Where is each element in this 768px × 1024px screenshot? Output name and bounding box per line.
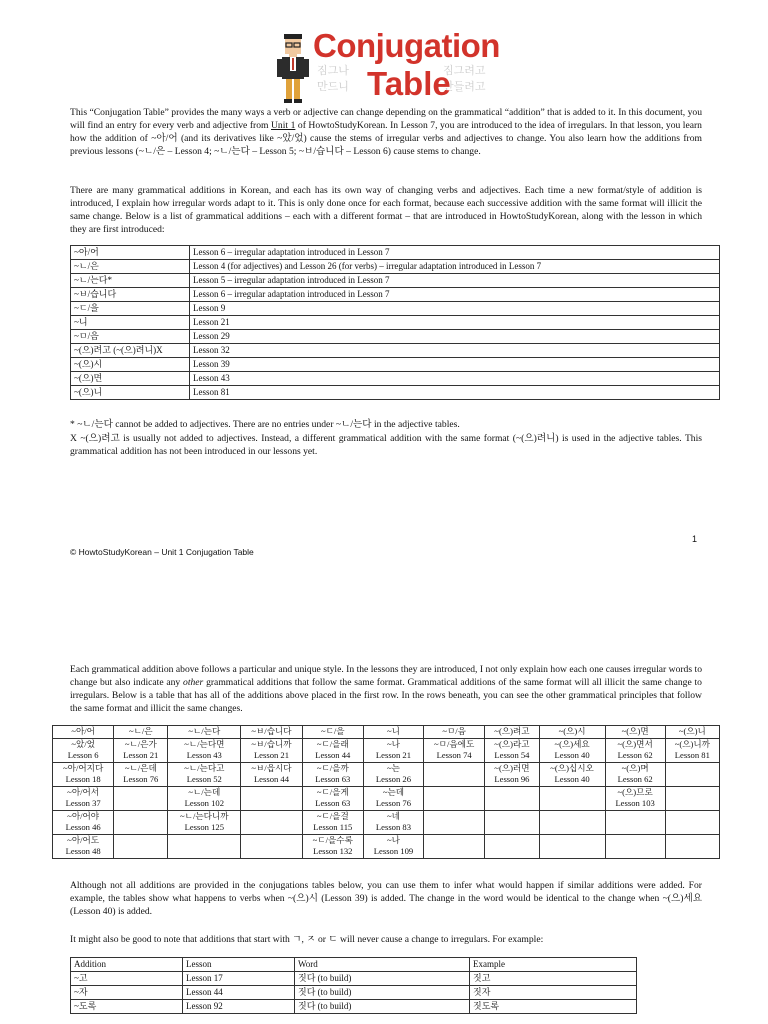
lesson-text: Lesson 21 — [253, 750, 290, 760]
table-cell: 짓다 (to build) — [295, 972, 470, 986]
addition-text: ~았/었 — [71, 738, 95, 749]
table-cell — [485, 810, 539, 834]
table-cell — [424, 762, 485, 786]
table-cell — [605, 786, 665, 810]
table-cell — [665, 738, 719, 762]
format-table — [52, 725, 720, 859]
lesson-text — [242, 798, 300, 810]
addition-cell: ~ㄴ/은 — [71, 260, 190, 274]
lesson-text: Lesson 26 — [375, 774, 412, 784]
addition-text: ~ㄴ/는다니까 — [180, 810, 229, 821]
addition-text: ~(으)니까 — [674, 738, 710, 749]
lesson-text — [667, 822, 718, 834]
table-cell: Lesson 92 — [183, 1000, 295, 1014]
lesson-cell: Lesson 32 — [190, 344, 720, 358]
table-cell — [53, 786, 114, 810]
addition-text — [486, 787, 537, 799]
addition-cell: ~ㅂ/습니다 — [71, 288, 190, 302]
table-row — [71, 972, 637, 986]
addition-text — [607, 811, 664, 823]
table-cell — [114, 834, 168, 858]
column-header: ~ㄴ/는다 — [168, 726, 241, 739]
table-cell — [241, 786, 302, 810]
addition-text: ~는 — [387, 762, 400, 773]
addition-text: ~(으)러면 — [494, 762, 530, 773]
addition-text — [667, 835, 718, 847]
table-row — [71, 302, 720, 316]
addition-text — [425, 763, 483, 775]
ghost-text: 짐그려고 — [443, 64, 486, 77]
table-cell — [363, 786, 423, 810]
table-cell — [241, 762, 302, 786]
section3-paragraph: Although not all additions are provided in the conjugations tables below, you can use them to infer what would happen if similar additions were added. For example, the tables show what happens to verbs when ~(으)시 (Lesson 39) is added. The change in the word would be identical to the change when ~(으)세요 (Lesson 40) is added. — [70, 880, 702, 917]
column-header: ~(으)려고 — [485, 726, 539, 739]
ghost-text: 만들려고 — [443, 80, 486, 93]
table-cell — [302, 810, 363, 834]
lesson-text: Lesson 21 — [123, 750, 159, 760]
column-header: ~아/어 — [53, 726, 114, 739]
table-cell — [665, 834, 719, 858]
lesson-cell: Lesson 6 – irregular adaptation introduced in Lesson 7 — [190, 246, 720, 260]
lesson-text: Lesson 44 — [315, 750, 351, 760]
addition-text — [486, 811, 537, 823]
table-cell — [114, 786, 168, 810]
ghost-text: 만드니 — [317, 80, 349, 93]
addition-text — [169, 835, 239, 847]
addition-text: ~나 — [387, 738, 400, 749]
lesson-text — [541, 846, 604, 858]
intro-paragraph-2: There are many grammatical additions in Korean, and each has its own way of changing verbs and adjectives. Each time a new format/style of addition is introduced, I explain how irregular words adapt to it. This is only done once for each format, because each successive addition with the same format will illicit the same change. Below is a list of grammatical additions – each with a different format – that are introduced in HowtoStudyKorean, along with the lesson in which they are first introduced: — [70, 185, 702, 235]
addition-text: ~(으)면서 — [617, 738, 653, 749]
table-cell — [241, 834, 302, 858]
addition-text: ~ㄴ/는다면 — [184, 738, 225, 749]
addition-cell: ~(으)니 — [71, 386, 190, 400]
addition-cell: ~ㄷ/을 — [71, 302, 190, 316]
table-cell — [363, 834, 423, 858]
table-row — [71, 1000, 637, 1014]
lesson-text: Lesson 76 — [123, 774, 159, 784]
table-cell — [114, 810, 168, 834]
table-row — [53, 786, 720, 810]
table-cell: 짓다 (to build) — [295, 1000, 470, 1014]
lesson-text — [607, 822, 664, 834]
lesson-text — [169, 846, 239, 858]
lesson-text: Lesson 18 — [65, 774, 101, 784]
logo — [275, 26, 510, 104]
addition-text: ~나 — [387, 834, 400, 845]
addition-text — [667, 763, 718, 775]
lesson-text: Lesson 76 — [375, 798, 412, 808]
table-cell — [485, 786, 539, 810]
lesson-text — [115, 798, 166, 810]
addition-text: ~ㅂ/읍시다 — [251, 762, 292, 773]
lesson-cell: Lesson 39 — [190, 358, 720, 372]
lesson-text — [486, 846, 537, 858]
table-cell — [302, 762, 363, 786]
addition-text — [667, 811, 718, 823]
addition-text: ~ㄷ/을래 — [316, 738, 349, 749]
lesson-text — [667, 774, 718, 786]
addition-text — [115, 811, 166, 823]
table-cell: 짓자 — [470, 986, 637, 1000]
table-cell: ~도록 — [71, 1000, 183, 1014]
table-cell — [424, 810, 485, 834]
additions-table — [70, 245, 720, 400]
lesson-text: Lesson 62 — [617, 774, 653, 784]
lesson-text — [425, 774, 483, 786]
lesson-text: Lesson 132 — [313, 846, 353, 856]
table-cell — [302, 786, 363, 810]
lesson-cell: Lesson 4 (for adjectives) and Lesson 26 (for verbs) – irregular adaptation introduced in Lesson 7 — [190, 260, 720, 274]
table-cell — [605, 738, 665, 762]
table-cell — [168, 762, 241, 786]
lesson-text — [115, 822, 166, 834]
lesson-text — [667, 798, 718, 810]
lesson-text: Lesson 40 — [554, 774, 590, 784]
table-cell — [363, 810, 423, 834]
addition-cell: ~니 — [71, 316, 190, 330]
lesson-cell: Lesson 5 – irregular adaptation introduced in Lesson 7 — [190, 274, 720, 288]
table-cell: Lesson 17 — [183, 972, 295, 986]
table-cell — [539, 762, 605, 786]
lesson-text: Lesson 103 — [615, 798, 655, 808]
table-cell — [53, 834, 114, 858]
table-row — [71, 386, 720, 400]
addition-cell: ~ㅁ/음 — [71, 330, 190, 344]
table-row — [53, 834, 720, 858]
lesson-text: Lesson 6 — [67, 750, 99, 760]
addition-text: ~아/어야 — [67, 810, 100, 821]
table-cell — [168, 834, 241, 858]
column-header: ~ㄷ/을 — [302, 726, 363, 739]
column-header: ~(으)면 — [605, 726, 665, 739]
lesson-text — [541, 798, 604, 810]
lesson-text: Lesson 44 — [253, 774, 290, 784]
column-header: ~(으)니 — [665, 726, 719, 739]
addition-cell: ~아/어 — [71, 246, 190, 260]
table-cell — [53, 810, 114, 834]
table-cell — [168, 738, 241, 762]
table-row — [71, 372, 720, 386]
lesson-text — [486, 822, 537, 834]
table-cell: 짓다 (to build) — [295, 986, 470, 1000]
addition-text: ~ㄷ/을게 — [316, 786, 349, 797]
addition-text: ~아/어서 — [67, 786, 100, 797]
table-cell — [168, 786, 241, 810]
table-row — [71, 358, 720, 372]
lesson-text — [242, 846, 300, 858]
column-header: Example — [470, 958, 637, 972]
table-cell — [114, 738, 168, 762]
table-cell: 짓고 — [470, 972, 637, 986]
table-cell — [485, 834, 539, 858]
addition-text: ~아/어지다 — [63, 762, 104, 773]
addition-text: ~ㄴ/는다고 — [184, 762, 225, 773]
lesson-text — [242, 822, 300, 834]
lesson-cell: Lesson 6 – irregular adaptation introduced in Lesson 7 — [190, 288, 720, 302]
lesson-text: Lesson 125 — [184, 822, 224, 832]
addition-text — [607, 835, 664, 847]
column-header: ~ㅂ/습니다 — [241, 726, 302, 739]
column-header: Word — [295, 958, 470, 972]
lesson-text — [425, 798, 483, 810]
lesson-text: Lesson 81 — [674, 750, 710, 760]
table-cell — [539, 810, 605, 834]
note-2: X ~(으)려고 is usually not added to adjectives. Instead, a different grammatical addition with the same format (~(으)려니) is used in the adjective tables. This grammatical addition has not been introduced in our lessons yet. — [70, 433, 702, 457]
intro-paragraph: This “Conjugation Table” provides the many ways a verb or adjective can change depending on the grammatical “addition” that is added to it. In this document, you will find an entry for every verb and adjective from Unit 1 of HowtoStudyKorean. In Lesson 7, you are introduced to the idea of irregulars. In that lesson, you learn how the addition of ~아/어 (and its derivatives like ~았/었) cause the stems of irregular verbs and adjectives to change. You also learn how the additions from previous lessons (~ㄴ/은 – Lesson 4; ~ㄴ/는다 – Lesson 5; ~ㅂ/습니다 – Lesson 6) cause stems to change. — [70, 107, 702, 157]
table-cell — [539, 738, 605, 762]
lesson-cell: Lesson 43 — [190, 372, 720, 386]
lesson-text — [607, 846, 664, 858]
table-cell — [605, 834, 665, 858]
table-cell — [539, 834, 605, 858]
table-row — [71, 344, 720, 358]
addition-text: ~(으)십시오 — [550, 762, 594, 773]
table-row — [71, 986, 637, 1000]
table-cell — [53, 762, 114, 786]
addition-text: ~ㅂ/습니까 — [251, 738, 292, 749]
lesson-text: Lesson 37 — [65, 798, 101, 808]
column-header: ~ㄴ/은 — [114, 726, 168, 739]
table-row — [71, 274, 720, 288]
lesson-text: Lesson 52 — [186, 774, 222, 784]
addition-text: ~ㄷ/을걸 — [316, 810, 349, 821]
addition-text: ~(으)세요 — [554, 738, 590, 749]
lesson-text: Lesson 115 — [313, 822, 353, 832]
addition-text — [541, 811, 604, 823]
addition-text: ~ㄷ/을까 — [316, 762, 349, 773]
addition-text: ~ㅁ/음에도 — [434, 738, 475, 749]
lesson-cell: Lesson 81 — [190, 386, 720, 400]
table-row — [53, 738, 720, 762]
lesson-text: Lesson 102 — [184, 798, 224, 808]
page-number: 1 — [692, 534, 698, 544]
table-row — [71, 288, 720, 302]
table-cell — [665, 786, 719, 810]
table-cell — [424, 786, 485, 810]
addition-text: ~(으)므로 — [617, 786, 653, 797]
addition-text: ~는데 — [382, 786, 405, 797]
table-cell — [241, 810, 302, 834]
table-cell — [485, 762, 539, 786]
addition-text: ~ㄴ/은가 — [124, 738, 157, 749]
table-cell — [302, 834, 363, 858]
addition-text — [541, 835, 604, 847]
addition-text — [667, 787, 718, 799]
addition-text: ~ㄴ/는데 — [188, 786, 221, 797]
lesson-text: Lesson 21 — [375, 750, 412, 760]
lesson-text — [115, 846, 166, 858]
addition-text: ~ㄴ/은데 — [124, 762, 157, 773]
addition-text — [242, 811, 300, 823]
lesson-text: Lesson 63 — [315, 798, 351, 808]
table-row — [71, 260, 720, 274]
lesson-cell: Lesson 9 — [190, 302, 720, 316]
table-cell — [605, 762, 665, 786]
ghost-text: 짐그나 — [317, 64, 349, 77]
lesson-text: Lesson 43 — [186, 750, 222, 760]
table-cell — [665, 810, 719, 834]
lesson-text — [486, 798, 537, 810]
lesson-text — [667, 846, 718, 858]
table-cell — [539, 786, 605, 810]
lesson-text — [425, 822, 483, 834]
lesson-text: Lesson 63 — [315, 774, 351, 784]
table-cell — [665, 762, 719, 786]
lesson-cell: Lesson 21 — [190, 316, 720, 330]
addition-text — [115, 787, 166, 799]
table-row — [71, 330, 720, 344]
table-row — [53, 762, 720, 786]
addition-text: ~네 — [387, 810, 400, 821]
unit-link[interactable]: Unit 1 — [271, 120, 296, 131]
column-header: ~ㅁ/음 — [424, 726, 485, 739]
table-cell — [302, 738, 363, 762]
addition-cell: ~ㄴ/는다* — [71, 274, 190, 288]
note-1: * ~ㄴ/는다 cannot be added to adjectives. There are no entries under ~ㄴ/는다 in the adjective tables. — [70, 419, 460, 430]
table-row — [71, 316, 720, 330]
table-cell — [114, 762, 168, 786]
column-header: Lesson — [183, 958, 295, 972]
addition-text — [541, 787, 604, 799]
footer: © HowtoStudyKorean – Unit 1 Conjugation Table — [70, 547, 254, 557]
table-cell: 짓도록 — [470, 1000, 637, 1014]
column-header: Addition — [71, 958, 183, 972]
example-table — [70, 957, 637, 1014]
addition-text — [425, 811, 483, 823]
lesson-text: Lesson 96 — [494, 774, 530, 784]
table-cell — [485, 738, 539, 762]
lesson-text: Lesson 40 — [554, 750, 590, 760]
table-cell — [53, 738, 114, 762]
addition-cell: ~(으)려고 (~(으)려니)X — [71, 344, 190, 358]
lesson-text — [541, 822, 604, 834]
table-cell — [363, 762, 423, 786]
addition-text — [425, 787, 483, 799]
addition-text — [242, 835, 300, 847]
column-header: ~니 — [363, 726, 423, 739]
addition-text: ~(으)며 — [621, 762, 649, 773]
lesson-text: Lesson 83 — [375, 822, 412, 832]
table-cell — [241, 738, 302, 762]
logo-title: Conjugation — [313, 27, 500, 64]
lesson-text: Lesson 46 — [65, 822, 101, 832]
addition-text — [115, 835, 166, 847]
addition-text: ~ㄷ/을수록 — [312, 834, 353, 845]
lesson-cell: Lesson 29 — [190, 330, 720, 344]
table-cell — [363, 738, 423, 762]
addition-text — [425, 835, 483, 847]
addition-text: ~(으)라고 — [494, 738, 530, 749]
addition-text — [486, 835, 537, 847]
table-cell — [168, 810, 241, 834]
addition-cell: ~(으)시 — [71, 358, 190, 372]
addition-cell: ~(으)면 — [71, 372, 190, 386]
lesson-text: Lesson 62 — [617, 750, 653, 760]
table-row — [71, 246, 720, 260]
table-cell — [424, 738, 485, 762]
person-icon — [275, 32, 311, 104]
section3-paragraph-2: It might also be good to note that additions that start with ㄱ, ㅈ or ㄷ will never cause a change to irregulars. For example: — [70, 934, 544, 945]
table-cell: Lesson 44 — [183, 986, 295, 1000]
addition-text — [242, 787, 300, 799]
lesson-text: Lesson 54 — [494, 750, 530, 760]
table-cell — [424, 834, 485, 858]
table-cell: ~자 — [71, 986, 183, 1000]
addition-text: ~아/어도 — [67, 834, 100, 845]
table-row — [53, 810, 720, 834]
table-cell: ~고 — [71, 972, 183, 986]
lesson-text: Lesson 109 — [373, 846, 414, 856]
section2-paragraph: Each grammatical addition above follows a particular and unique style. In the lessons they are introduced, I not only explain how each one causes irregular words to change but also indicate any other grammatical additions that follow the same format. Grammatical additions of the same format will all illicit the same change to irregulars. Below is a table that has all of the additions above placed in the first row. In the rows beneath, you can see the other grammatical principles that follow the same format and illicit the same changes. — [70, 664, 702, 714]
lesson-text: Lesson 74 — [436, 750, 472, 760]
table-cell — [605, 810, 665, 834]
lesson-text: Lesson 48 — [65, 846, 101, 856]
logo-subtitle: Table — [367, 65, 451, 102]
column-header: ~(으)시 — [539, 726, 605, 739]
lesson-text — [425, 846, 483, 858]
